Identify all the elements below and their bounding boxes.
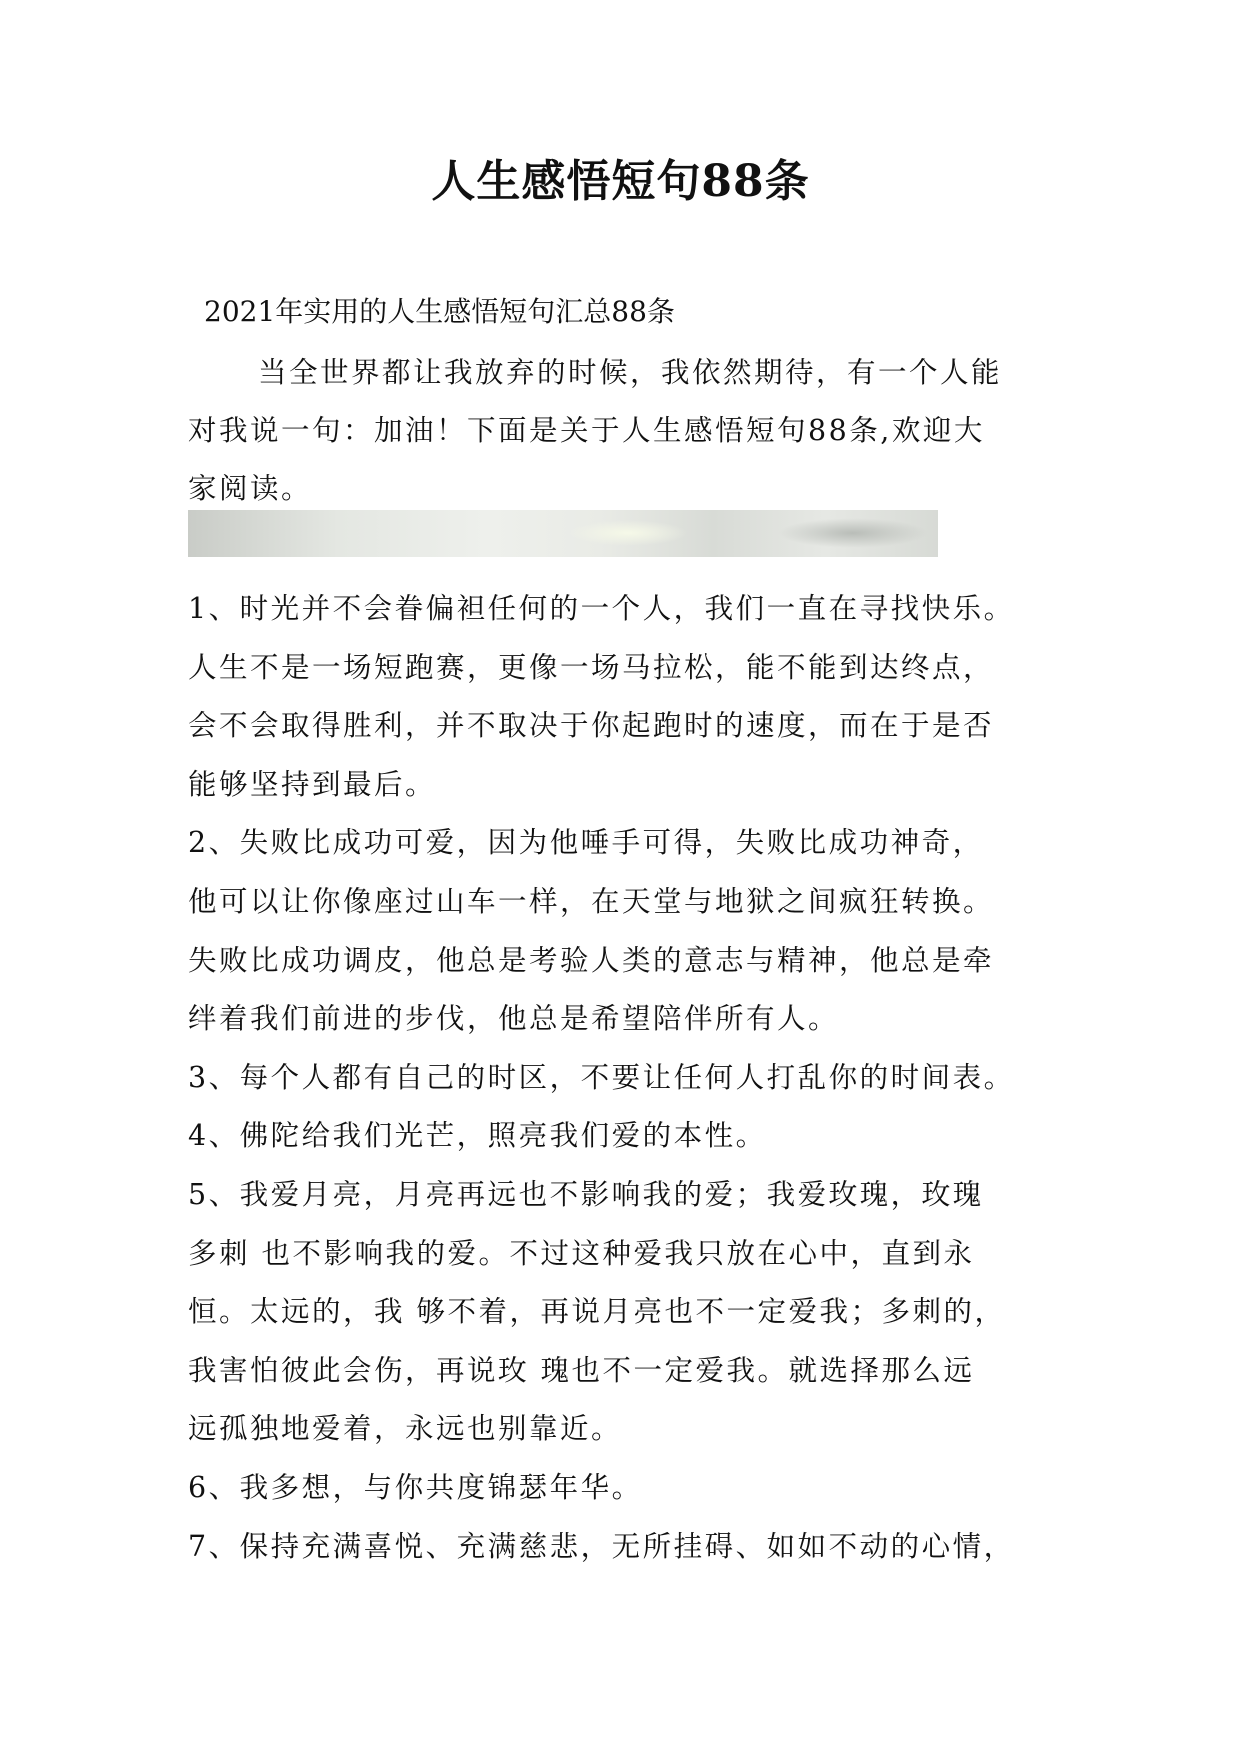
banner-image [188, 510, 938, 557]
body-line: 会不会取得胜利，并不取决于你起跑时的速度，而在于是否 [188, 709, 995, 743]
body-line: 绊着我们前进的步伐，他总是希望陪伴所有人。 [188, 1002, 840, 1036]
body-line: 2、失败比成功可爱，因为他唾手可得，失败比成功神奇， [188, 826, 984, 860]
body-line: 多刺 也不影响我的爱。不过这种爱我只放在心中，直到永 [188, 1236, 975, 1270]
body-line: 远孤独地爱着，永远也别靠近。 [188, 1412, 623, 1446]
body-line: 1、时光并不会眷偏袒任何的一个人，我们一直在寻找快乐。 [188, 592, 1015, 625]
body-line: 5、我爱月亮，月亮再远也不影响我的爱；我爱玫瑰，玫瑰 [188, 1177, 984, 1211]
intro-paragraph [188, 344, 1068, 518]
document-subtitle: 2021年实用的人生感悟短句汇总88条 [204, 295, 675, 328]
body-text [188, 580, 1088, 1576]
body-line: 失败比成功调皮，他总是考验人类的意志与精神，他总是牵 [188, 943, 995, 977]
body-line: 我害怕彼此会伤，再说玫 瑰也不一定爱我。就选择那么远 [188, 1353, 975, 1387]
document-title: 人生感悟短句88条 [431, 156, 810, 207]
intro-line: 家阅读。 [188, 472, 313, 505]
body-line: 7、保持充满喜悦、充满慈悲，无所挂碍、如如不动的心情， [188, 1529, 1015, 1563]
intro-line: 当全世界都让我放弃的时候，我依然期待，有一个人能 [258, 356, 1003, 389]
body-line: 4、佛陀给我们光芒，照亮我们爱的本性。 [188, 1119, 767, 1153]
banner-highlight [568, 520, 688, 546]
banner-shadow [778, 518, 928, 548]
body-line: 恒。太远的，我 够不着，再说月亮也不一定爱我；多刺的， [188, 1295, 1006, 1329]
body-line: 他可以让你像座过山车一样，在天堂与地狱之间疯狂转换。 [188, 884, 995, 918]
body-line: 人生不是一场短跑赛，更像一场马拉松，能不能到达终点， [188, 650, 995, 684]
body-line: 能够坚持到最后。 [188, 767, 437, 801]
intro-line: 对我说一句：加油！下面是关于人生感悟短句88条,欢迎大 [188, 414, 985, 447]
body-line: 3、每个人都有自己的时区，不要让任何人打乱你的时间表。 [188, 1060, 1015, 1094]
body-line: 6、我多想，与你共度锦瑟年华。 [188, 1470, 643, 1504]
